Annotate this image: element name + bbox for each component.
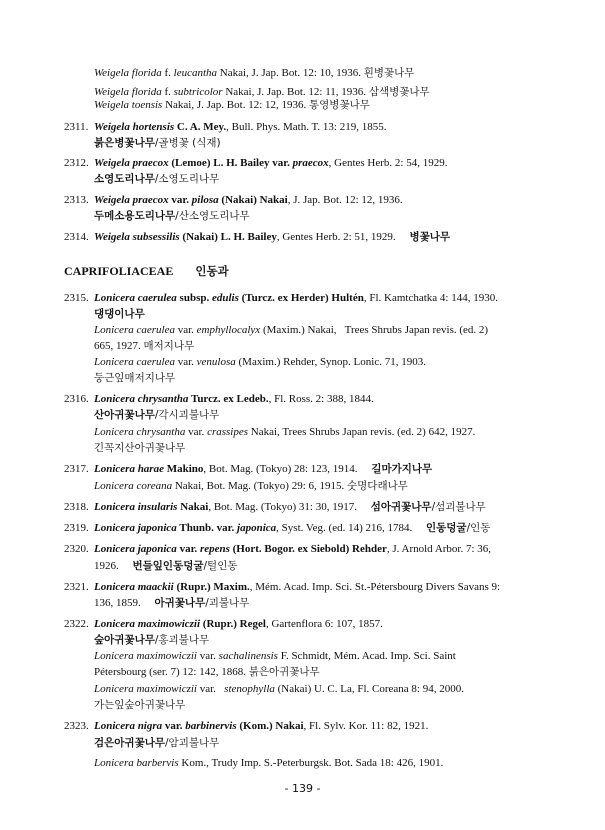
citation-text: , Gentes Herb. 2: 54, 1929. bbox=[328, 157, 448, 169]
korean-name: 통영병꽃나무 bbox=[309, 99, 370, 111]
scientific-name: Lonicera barbervis bbox=[94, 757, 179, 769]
entry-text bbox=[94, 719, 428, 733]
korean-name: 산아귀꽃나무 bbox=[94, 409, 155, 421]
entry-text bbox=[94, 479, 408, 493]
citation-text: var. bbox=[162, 720, 186, 732]
entry-text bbox=[94, 559, 237, 573]
citation-text: (Kom.) Nakai bbox=[236, 720, 304, 732]
korean-name: /홍괴불나무 bbox=[154, 634, 210, 646]
entry-text bbox=[94, 172, 219, 186]
korean-name: 검은아귀꽃나무 bbox=[94, 737, 166, 749]
citation-text: Nakai, J. Jap. Bot. 12: 11, 1936. bbox=[222, 86, 369, 98]
scientific-name: Lonicera harae bbox=[94, 463, 164, 475]
scientific-name: Lonicera caerulea bbox=[94, 292, 177, 304]
korean-name: 매저지나무 bbox=[143, 340, 195, 352]
korean-name: 숲아귀꽃나무 bbox=[94, 634, 155, 646]
entry-number: 2321. bbox=[64, 581, 89, 593]
family-korean-name: 인동과 bbox=[195, 264, 229, 278]
scientific-name: repens bbox=[199, 543, 230, 555]
entry-number: 2311. bbox=[64, 121, 89, 133]
citation-text: (Rupr.) Regel bbox=[200, 618, 266, 630]
entry-text bbox=[94, 521, 490, 535]
entry-number: 2314. bbox=[64, 231, 89, 243]
korean-name: 댕댕이나무 bbox=[94, 308, 145, 320]
citation-text: 136, 1859. bbox=[94, 597, 155, 609]
korean-name: 아귀꽃나무 bbox=[154, 597, 206, 609]
entry-number: 2318. bbox=[64, 501, 89, 513]
entry-number: 2313. bbox=[64, 194, 89, 206]
korean-name: /소영도리나무 bbox=[154, 173, 220, 185]
entry-number: 2322. bbox=[64, 618, 89, 630]
entry-text bbox=[94, 156, 447, 170]
entry-text bbox=[94, 193, 403, 207]
korean-name: 가는잎숲아귀꽃나무 bbox=[94, 699, 186, 711]
entry-text bbox=[94, 649, 456, 663]
scientific-name: Lonicera japonica bbox=[94, 543, 177, 555]
entry-text bbox=[94, 209, 250, 223]
scientific-name: Lonicera nigra bbox=[94, 720, 163, 732]
scientific-name: Lonicera caerulea bbox=[94, 324, 175, 336]
citation-text: Nakai bbox=[177, 501, 209, 513]
citation-text: f. bbox=[161, 67, 174, 79]
entry-text bbox=[94, 66, 414, 80]
citation-text: , Fl. Kamtchatka 4: 144, 1930. bbox=[363, 292, 498, 304]
citation-text: , Fl. Ross. 2: 388, 1844. bbox=[268, 393, 374, 405]
citation-text: Makino bbox=[163, 463, 204, 475]
entry-text bbox=[94, 542, 491, 556]
entry-text bbox=[94, 392, 374, 406]
korean-name: 삼색병꽃나무 bbox=[368, 86, 430, 98]
scientific-name: Weigela praecox bbox=[94, 194, 169, 206]
korean-name: 긴꼭지산아귀꽃나무 bbox=[94, 442, 186, 454]
korean-name: 번들잎인동덩굴 bbox=[132, 560, 204, 572]
citation-text: , Bot. Mag. (Tokyo) 28: 123, 1914. bbox=[203, 463, 372, 475]
citation-text: var. bbox=[168, 194, 192, 206]
citation-text: (Hort. Bogor. ex Siebold) Rehder bbox=[229, 543, 387, 555]
citation-text: , Mém. Acad. Imp. Sci. St.-Pétersbourg Divers Savans 9: bbox=[249, 581, 501, 593]
korean-name: /인동 bbox=[466, 522, 491, 534]
citation-text: subsp. bbox=[176, 292, 212, 304]
entry-text bbox=[94, 633, 209, 647]
entry-text bbox=[94, 136, 221, 150]
citation-text: Turcz. ex Ledeb. bbox=[188, 393, 269, 405]
citation-text: , Fl. Sylv. Kor. 11: 82, 1921. bbox=[303, 720, 429, 732]
scientific-name: Lonicera maximowiczii bbox=[94, 618, 201, 630]
entry-text bbox=[94, 355, 426, 369]
scientific-name: leucantha bbox=[173, 67, 218, 79]
korean-name: 인동덩굴 bbox=[426, 522, 467, 534]
scientific-name: Weigela subsessilis bbox=[94, 231, 180, 243]
citation-text: (Maxim.) Nakai, Trees Shrubs Japan revis. (ed. 2) bbox=[260, 324, 489, 336]
citation-text: var. bbox=[196, 650, 219, 662]
scientific-name: edulis bbox=[211, 292, 239, 304]
scientific-name: crassipes bbox=[207, 426, 249, 438]
korean-name: 두메소용도리나무 bbox=[94, 210, 176, 222]
entry-number: 2312. bbox=[64, 157, 89, 169]
citation-text: (Rupr.) Maxim. bbox=[173, 581, 250, 593]
korean-name: /괴불나무 bbox=[205, 597, 250, 609]
citation-text: (Nakai) L. H. Bailey bbox=[179, 231, 277, 243]
citation-text: f. bbox=[161, 86, 174, 98]
entry-number: 2315. bbox=[64, 292, 89, 304]
entry-text bbox=[94, 665, 320, 679]
entry-text bbox=[94, 736, 219, 750]
korean-name: /골병꽃 (식재) bbox=[154, 137, 221, 149]
korean-name: 섬아귀꽃나무 bbox=[370, 501, 432, 513]
entry-number: 2317. bbox=[64, 463, 89, 475]
entry-text bbox=[94, 756, 443, 770]
citation-text: var. bbox=[174, 324, 197, 336]
scientific-name: sachalinensis bbox=[218, 650, 278, 662]
scientific-name: emphyllocalyx bbox=[196, 324, 261, 336]
citation-text: , Gartenflora 6: 107, 1857. bbox=[265, 618, 383, 630]
korean-name: 흰병꽃나무 bbox=[363, 67, 415, 79]
family-heading bbox=[64, 263, 229, 279]
korean-name: 둥근잎매저지나무 bbox=[94, 372, 176, 384]
citation-text: F. Schmidt, Mém. Acad. Imp. Sci. Saint bbox=[277, 650, 456, 662]
citation-text: , J. Arnold Arbor. 7: 36, bbox=[386, 543, 492, 555]
entry-text bbox=[94, 323, 488, 337]
citation-text: Nakai, Bot. Mag. (Tokyo) 29: 6, 1915. bbox=[172, 480, 348, 492]
citation-text: , J. Jap. Bot. 12: 12, 1936. bbox=[287, 194, 403, 206]
citation-text: (Nakai) Nakai bbox=[218, 194, 288, 206]
citation-text: Kom., Trudy Imp. S.-Peterburgsk. Bot. Sada 18: 426, 1901. bbox=[178, 757, 444, 769]
citation-text: Nakai, J. Jap. Bot. 12: 10, 1936. bbox=[217, 67, 364, 79]
entry-text bbox=[94, 371, 175, 385]
citation-text: var. bbox=[196, 683, 225, 695]
entry-text bbox=[94, 230, 450, 244]
scientific-name: Lonicera maximowiczii bbox=[94, 650, 197, 662]
citation-text: , Bull. Phys. Math. T. 13: 219, 1855. bbox=[226, 121, 387, 133]
family-latin-name: CAPRIFOLIACEAE bbox=[64, 264, 174, 278]
citation-text: var. bbox=[174, 356, 197, 368]
korean-name: 길마가지나무 bbox=[371, 463, 433, 475]
citation-text: , Gentes Herb. 2: 51, 1929. bbox=[276, 231, 410, 243]
scientific-name: Weigela hortensis bbox=[94, 121, 175, 133]
korean-name: /섬괴불나무 bbox=[431, 501, 486, 513]
korean-name: 숫명다래나무 bbox=[347, 480, 408, 492]
korean-name: 소영도리나무 bbox=[94, 173, 155, 185]
citation-text: , Syst. Veg. (ed. 14) 216, 1784. bbox=[276, 522, 426, 534]
citation-text: Nakai, J. Jap. Bot. 12: 12, 1936. bbox=[162, 99, 310, 111]
entry-number: 2316. bbox=[64, 393, 89, 405]
entry-text bbox=[94, 307, 145, 321]
entry-text bbox=[94, 441, 185, 455]
entry-text bbox=[94, 596, 249, 610]
scientific-name: barbinervis bbox=[185, 720, 237, 732]
scientific-name: Lonicera japonica bbox=[94, 522, 177, 534]
citation-text: 665, 1927. bbox=[94, 340, 144, 352]
scientific-name: Lonicera chrysantha bbox=[94, 426, 186, 438]
citation-text: Nakai, Trees Shrubs Japan revis. (ed. 2) 642, 1927. bbox=[248, 426, 476, 438]
korean-name: /암괴불나무 bbox=[165, 737, 220, 749]
scientific-name: Lonicera caerulea bbox=[94, 356, 175, 368]
scientific-name: subtricolor bbox=[173, 86, 223, 98]
scientific-name: Lonicera maackii bbox=[94, 581, 174, 593]
scientific-name: Weigela florida bbox=[94, 86, 162, 98]
scientific-name: japonica bbox=[237, 522, 277, 534]
scientific-name: praecox bbox=[292, 157, 329, 169]
citation-text: (Nakai) U. C. La, Fl. Coreana 8: 94, 2000. bbox=[274, 683, 464, 695]
citation-text: var. bbox=[176, 543, 200, 555]
korean-name: 붉은병꽃나무 bbox=[94, 137, 155, 149]
entry-text bbox=[94, 120, 386, 134]
scientific-name: Lonicera coreana bbox=[94, 480, 173, 492]
citation-text: var. bbox=[185, 426, 208, 438]
citation-text: Thunb. var. bbox=[176, 522, 238, 534]
korean-name: 붉은아귀꽃나무 bbox=[248, 666, 320, 678]
scientific-name: venulosa bbox=[196, 356, 236, 368]
citation-text: C. A. Mey. bbox=[174, 121, 227, 133]
scientific-name: Weigela florida bbox=[94, 67, 162, 79]
scientific-name: stenophylla bbox=[224, 683, 275, 695]
scientific-name: Lonicera chrysantha bbox=[94, 393, 189, 405]
scientific-name: pilosa bbox=[191, 194, 219, 206]
scientific-name: Lonicera maximowiczii bbox=[94, 683, 197, 695]
citation-text: , Bot. Mag. (Tokyo) 31: 30, 1917. bbox=[208, 501, 371, 513]
entry-text bbox=[94, 580, 500, 594]
entry-text bbox=[94, 85, 430, 99]
page-number: - 139 - bbox=[284, 782, 321, 795]
entry-text bbox=[94, 98, 370, 112]
citation-text: (Maxim.) Rehder, Synop. Lonic. 71, 1903. bbox=[235, 356, 426, 368]
korean-name: /산소영도리나무 bbox=[175, 210, 250, 222]
citation-text: (Turcz. ex Herder) Hultén bbox=[238, 292, 364, 304]
citation-text: 1926. bbox=[94, 560, 133, 572]
scientific-name: Lonicera insularis bbox=[94, 501, 178, 513]
entry-text bbox=[94, 425, 475, 439]
entry-text bbox=[94, 462, 432, 476]
entry-text bbox=[94, 339, 194, 353]
entry-text bbox=[94, 408, 219, 422]
entry-number: 2323. bbox=[64, 720, 89, 732]
entry-text bbox=[94, 698, 185, 712]
korean-name: /각시괴불나무 bbox=[154, 409, 220, 421]
entry-text bbox=[94, 291, 498, 305]
entry-text bbox=[94, 682, 464, 696]
entry-text bbox=[94, 617, 383, 631]
citation-text: Pétersbourg (ser. 7) 12: 142, 1868. bbox=[94, 666, 249, 678]
korean-name: /털인동 bbox=[203, 560, 238, 572]
scientific-name: Weigela toensis bbox=[94, 99, 163, 111]
entry-number: 2320. bbox=[64, 543, 89, 555]
citation-text: (Lemoe) L. H. Bailey var. bbox=[168, 157, 293, 169]
korean-name: 병꽃나무 bbox=[409, 231, 451, 243]
scientific-name: Weigela praecox bbox=[94, 157, 169, 169]
entry-text bbox=[94, 500, 486, 514]
entry-number: 2319. bbox=[64, 522, 89, 534]
